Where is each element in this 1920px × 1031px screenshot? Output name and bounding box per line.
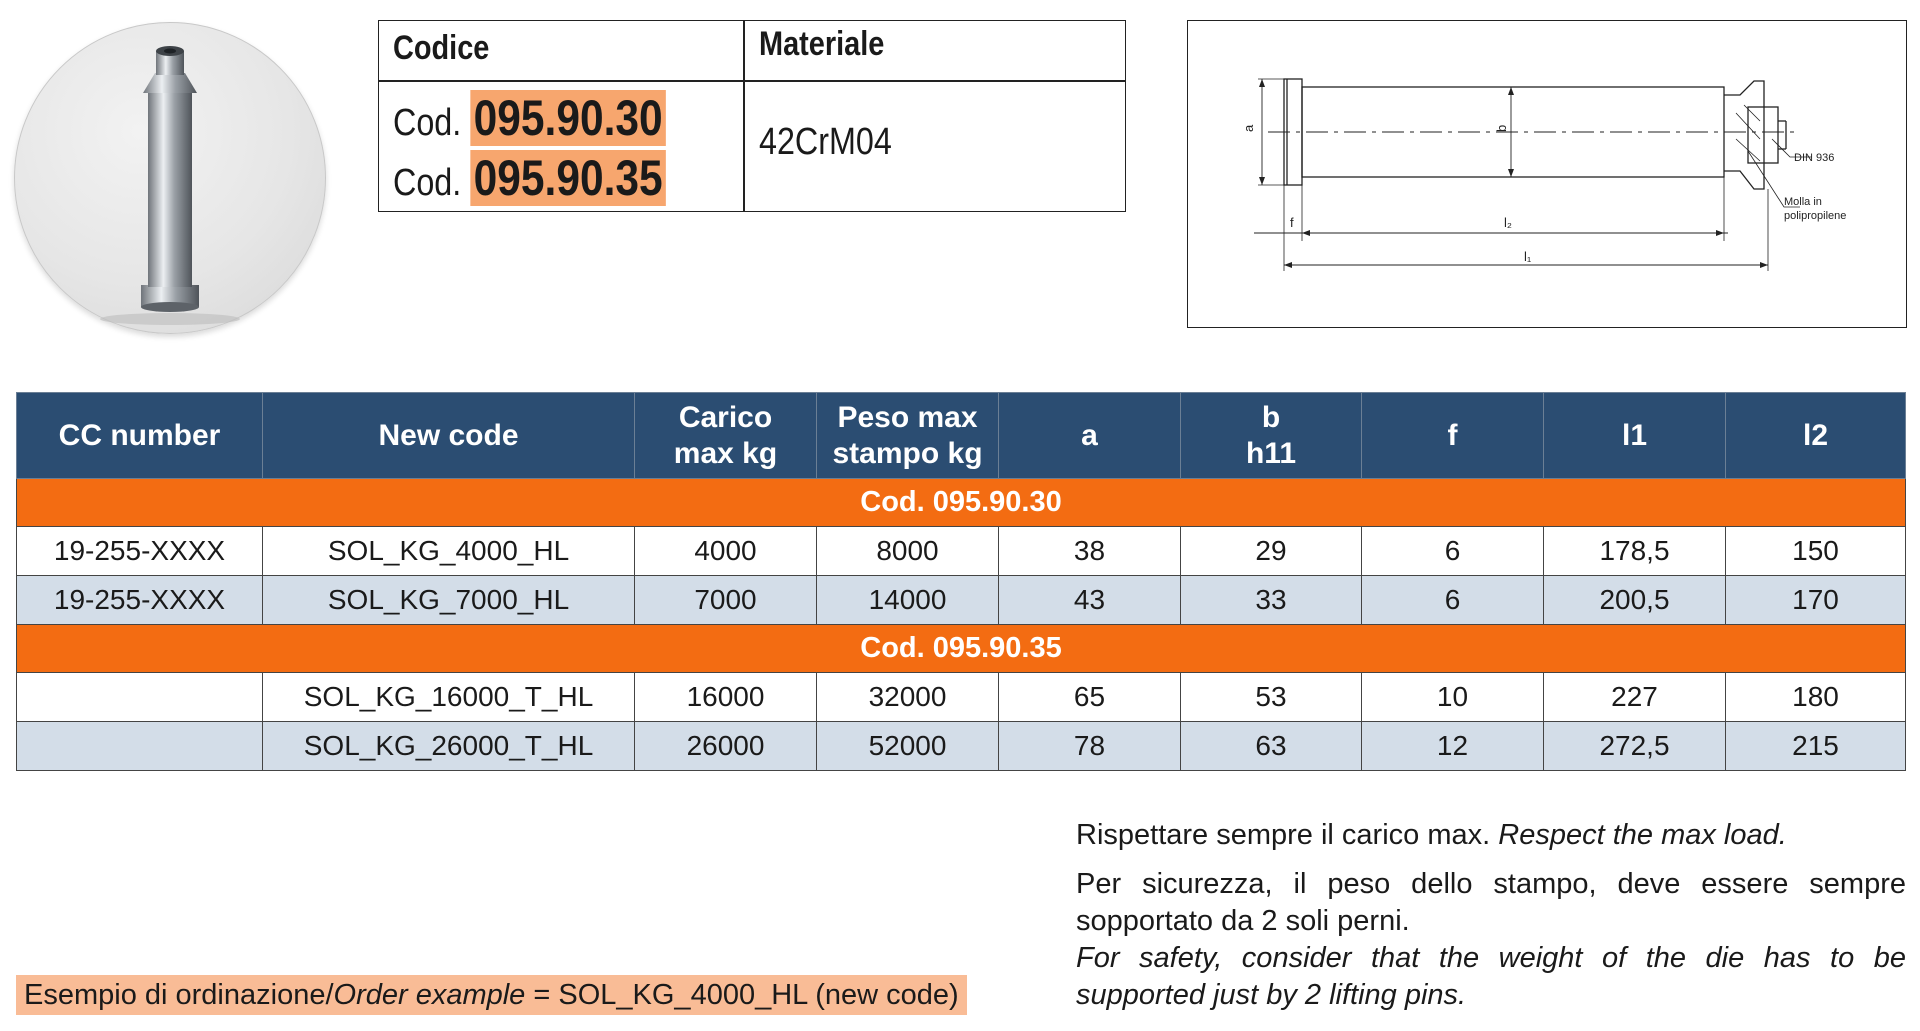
cell-cc-number <box>17 673 263 722</box>
cell-l1: 227 <box>1544 673 1726 722</box>
col-header-new-code: New code <box>263 393 635 479</box>
code-material-table <box>378 20 1126 212</box>
col-header-l1: l1 <box>1544 393 1726 479</box>
cell-f: 6 <box>1362 527 1544 576</box>
cell-l1: 200,5 <box>1544 576 1726 625</box>
label-spring-2: polipropilene <box>1784 210 1847 222</box>
note-max-load-en: Respect the max load. <box>1498 819 1787 851</box>
technical-drawing <box>1187 20 1907 328</box>
dim-label-l2: l₂ <box>1504 215 1512 230</box>
cell-carico: 26000 <box>635 722 817 771</box>
cell-b: 63 <box>1181 722 1362 771</box>
col-header-a: a <box>999 393 1181 479</box>
codice-header: Codice <box>393 29 490 67</box>
pin-dimension-drawing <box>1188 21 1906 327</box>
note-safety-en-1: For safety, consider that the weight of the die has to be <box>1076 942 1906 974</box>
cell-peso: 52000 <box>817 722 999 771</box>
materiale-header: Materiale <box>759 25 885 63</box>
order-example <box>16 975 967 1015</box>
note-safety-it-2: sopportato da 2 soli perni. <box>1076 905 1410 937</box>
cell-a: 38 <box>999 527 1181 576</box>
cell-f: 12 <box>1362 722 1544 771</box>
dim-label-f: f <box>1290 215 1294 230</box>
code-line-2 <box>393 149 666 207</box>
group-title: Cod. 095.90.30 <box>17 479 1906 527</box>
lifting-pin-image <box>15 23 325 333</box>
cell-l1: 272,5 <box>1544 722 1726 771</box>
table-row <box>17 722 1906 771</box>
group-row <box>17 625 1906 673</box>
note-max-load <box>1076 817 1906 854</box>
cell-cc-number <box>17 722 263 771</box>
cell-cc-number: 19-255-XXXX <box>17 527 263 576</box>
header-row <box>17 393 1906 479</box>
divider <box>379 80 1125 82</box>
cell-new-code: SOL_KG_4000_HL <box>263 527 635 576</box>
cell-l2: 150 <box>1726 527 1906 576</box>
cell-f: 6 <box>1362 576 1544 625</box>
code-line-1 <box>393 89 666 147</box>
cell-a: 78 <box>999 722 1181 771</box>
col-header-cc-number: CC number <box>17 393 263 479</box>
dim-label-a: a <box>1241 124 1256 132</box>
label-din: DIN 936 <box>1794 152 1835 164</box>
cod-prefix: Cod. <box>393 162 462 204</box>
col-header-peso: Peso max stampo kg <box>817 393 999 479</box>
col-header-b: b h11 <box>1181 393 1362 479</box>
table-row <box>17 673 1906 722</box>
product-photo <box>14 22 326 334</box>
cell-cc-number: 19-255-XXXX <box>17 576 263 625</box>
group-title: Cod. 095.90.35 <box>17 625 1906 673</box>
material-value: 42CrM04 <box>759 121 892 163</box>
dim-label-b: b <box>1494 124 1509 132</box>
cell-l2: 215 <box>1726 722 1906 771</box>
col-header-l2: l2 <box>1726 393 1906 479</box>
cell-a: 65 <box>999 673 1181 722</box>
cell-b: 53 <box>1181 673 1362 722</box>
divider <box>743 21 745 211</box>
cell-b: 33 <box>1181 576 1362 625</box>
cell-peso: 32000 <box>817 673 999 722</box>
cell-carico: 4000 <box>635 527 817 576</box>
cell-a: 43 <box>999 576 1181 625</box>
cell-l1: 178,5 <box>1544 527 1726 576</box>
table-row <box>17 576 1906 625</box>
cell-new-code: SOL_KG_26000_T_HL <box>263 722 635 771</box>
cell-carico: 16000 <box>635 673 817 722</box>
cell-carico: 7000 <box>635 576 817 625</box>
code-value-2: 095.90.35 <box>470 150 666 206</box>
code-value-1: 095.90.30 <box>470 90 666 146</box>
table-row <box>17 527 1906 576</box>
specs-table <box>16 392 1906 771</box>
order-label-it: Esempio di ordinazione/ <box>24 979 334 1011</box>
cell-peso: 8000 <box>817 527 999 576</box>
cell-new-code: SOL_KG_7000_HL <box>263 576 635 625</box>
cell-new-code: SOL_KG_16000_T_HL <box>263 673 635 722</box>
cell-l2: 180 <box>1726 673 1906 722</box>
order-value: = SOL_KG_4000_HL (new code) <box>525 979 959 1011</box>
label-spring-1: Molla in <box>1784 196 1822 208</box>
dim-label-l1: l₁ <box>1524 249 1532 264</box>
cell-f: 10 <box>1362 673 1544 722</box>
note-safety-en-2: supported just by 2 lifting pins. <box>1076 979 1467 1011</box>
cell-b: 29 <box>1181 527 1362 576</box>
cell-peso: 14000 <box>817 576 999 625</box>
order-label-en: Order example <box>333 979 526 1011</box>
cod-prefix: Cod. <box>393 102 462 144</box>
note-max-load-it: Rispettare sempre il carico max. <box>1076 819 1491 851</box>
group-row <box>17 479 1906 527</box>
col-header-f: f <box>1362 393 1544 479</box>
note-safety-it-1: Per sicurezza, il peso dello stampo, deve essere sempre <box>1076 868 1906 900</box>
cell-l2: 170 <box>1726 576 1906 625</box>
col-header-carico: Carico max kg <box>635 393 817 479</box>
